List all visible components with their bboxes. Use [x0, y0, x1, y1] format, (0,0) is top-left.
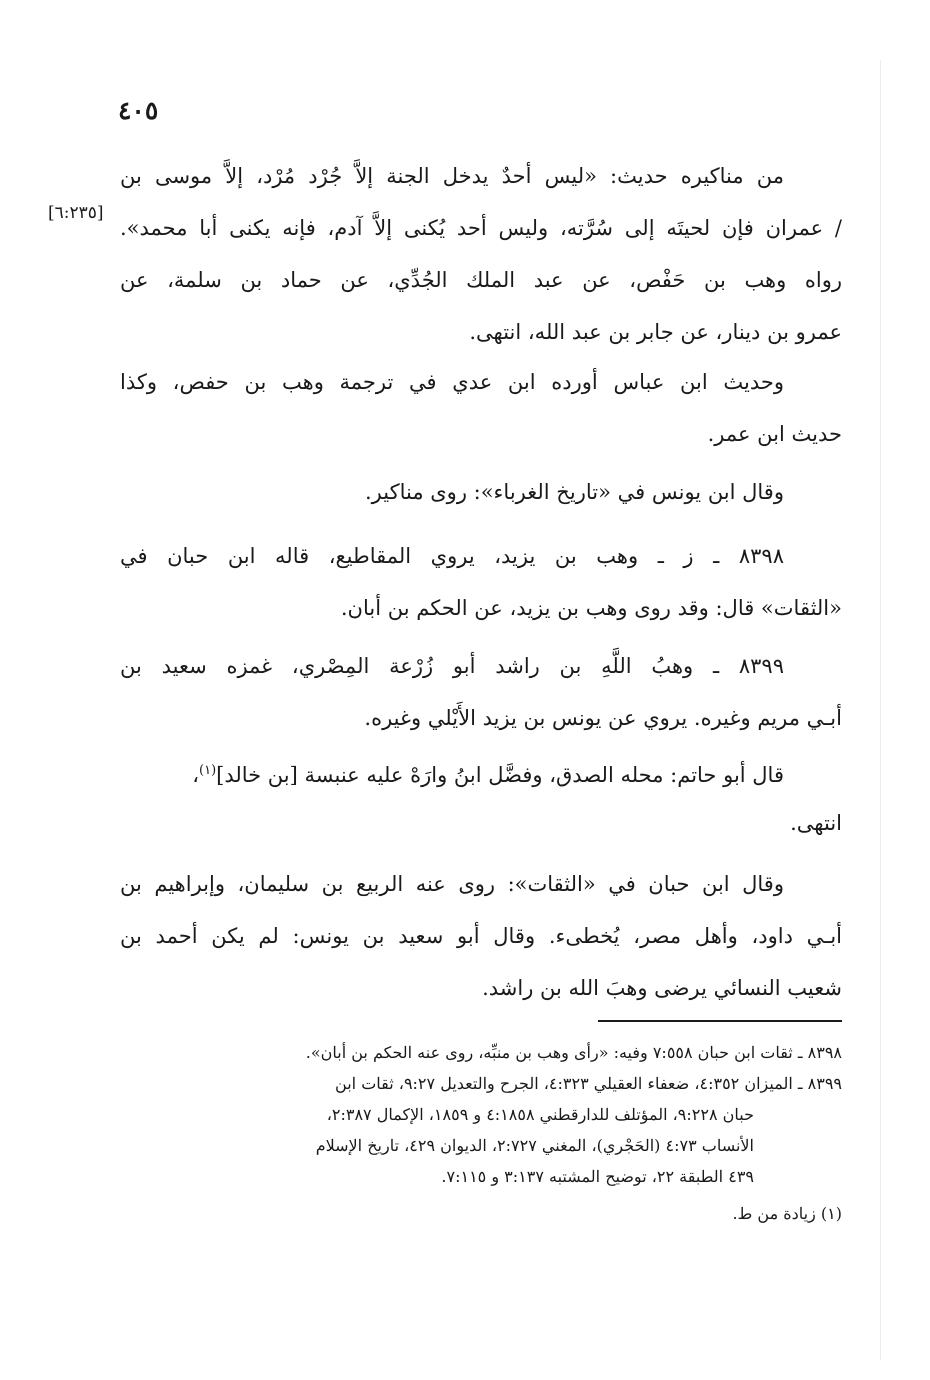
text-line: وقال ابن حبان في «الثقات»: روى عنه الربيع بن سليمان، وإبراهيم بن	[120, 872, 784, 896]
text-line: رواه وهب بن حَفْص، عن عبد الملك الجُدِّي، عن حماد بن سلمة، عن	[120, 268, 842, 292]
text-line	[120, 745, 842, 797]
footnote-8399-line: حبان ٩:٢٢٨، المؤتلف للدارقطني ٤:١٨٥٨ و ١٨٥٩، الإكمال ٢:٣٨٧،	[326, 1105, 754, 1124]
entry-8399	[120, 640, 842, 744]
paragraph-ibn-abbas	[120, 356, 842, 460]
footnote-8398: ٨٣٩٨ ـ ثقات ابن حبان ٧:٥٥٨ وفيه: «رأى وهب بن منبِّه، روى عنه الحكم بن أبان».	[305, 1043, 842, 1062]
text-line: من مناكيره حديث: «ليس أحدٌ يدخل الجنة إلاَّ جُرْد مُرْد، إلاَّ موسى بن	[120, 164, 784, 188]
page-number: ٤٠٥	[118, 96, 159, 125]
text-segment: ،	[192, 763, 199, 787]
paragraph-ibn-yunus	[120, 466, 842, 518]
text-line: «الثقات» قال: وقد روى وهب بن يزيد، عن الحكم بن أبان.	[340, 596, 842, 620]
footnote-marker: (١)	[199, 763, 217, 778]
page-edge-shadow	[880, 60, 881, 1360]
text-line: أبـي مريم وغيره. يروي عن يونس بن يزيد الأَيْلي وغيره.	[364, 706, 842, 730]
text-line: وقال ابن يونس في «تاريخ الغرباء»: روى مناكير.	[364, 480, 784, 504]
text-line: حديث ابن عمر.	[707, 422, 842, 446]
text-line: ٨٣٩٨ ـ ز ـ وهب بن يزيد، يروي المقاطيع، قاله ابن حبان في	[120, 544, 784, 568]
footnote-1: (١) زيادة من ط.	[732, 1204, 842, 1223]
text-line: انتهى.	[790, 811, 842, 835]
paragraph-abu-hatim	[120, 745, 842, 849]
text-segment: قال أبو حاتم: محله الصدق، وفضَّل ابنُ وارَهْ عليه عنبسة [بن خالد]	[216, 763, 784, 787]
entry-8398	[120, 530, 842, 634]
paragraph-manakir-hadith	[120, 150, 842, 358]
paragraph-ibn-hibban	[120, 858, 842, 1014]
text-line: أبـي داود، وأهل مصر، يُخطىء. وقال أبو سعيد بن يونس: لم يكن أحمد بن	[120, 924, 842, 948]
margin-reference: [٦:٢٣٥]	[48, 203, 104, 223]
text-line: عمرو بن دينار، عن جابر بن عبد الله، انتهى.	[469, 320, 842, 344]
footnotes-section	[120, 1037, 842, 1229]
text-line: / عمران فإن لحيتَه إلى سُرَّته، وليس أحد يُكنى إلاَّ آدم، فإنه يكنى أبا محمد».	[120, 216, 842, 240]
text-line: وحديث ابن عباس أورده ابن عدي في ترجمة وهب بن حفص، وكذا	[120, 370, 784, 394]
footnote-8399-line: ٤٣٩ الطبقة ٢٢، توضيح المشتبه ٣:١٣٧ و ٧:١١٥.	[441, 1167, 754, 1186]
footnote-8399-line: الأنساب ٤:٧٣ (الحَجْري)، المغني ٢:٧٢٧، الديوان ٤٢٩، تاريخ الإسلام	[315, 1136, 754, 1155]
footnote-divider	[598, 1020, 842, 1022]
text-line: ٨٣٩٩ ـ وهبُ اللَّهِ بن راشد أبو زُرْعة المِصْري، غمزه سعيد بن	[120, 654, 784, 678]
text-line: شعيب النسائي يرضى وهبَ الله بن راشد.	[482, 976, 842, 1000]
footnote-8399-line: ٨٣٩٩ ـ الميزان ٤:٣٥٢، ضعفاء العقيلي ٤:٣٢٣، الجرح والتعديل ٩:٢٧، ثقات ابن	[335, 1074, 842, 1093]
